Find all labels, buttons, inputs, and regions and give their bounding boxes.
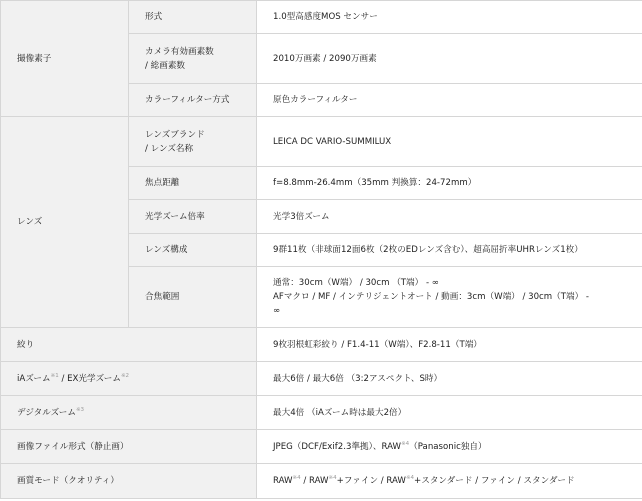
value-text: 光学3倍ズーム <box>273 211 330 222</box>
sub-label-text: 焦点距離 <box>145 178 180 188</box>
sub-label-text: 合焦範囲 <box>145 292 180 302</box>
footnote-marker: ※1 <box>50 372 59 379</box>
value-text: +ファイン / RAW <box>336 476 406 486</box>
footnote-marker: ※4 <box>292 475 301 481</box>
spec-row-quality <box>1 464 642 499</box>
category-label: 撮像素子 <box>17 53 52 64</box>
value-text: 1.0型高感度MOS センサー <box>273 12 378 22</box>
value-ia-zoom <box>257 362 642 396</box>
value-text: 最大4倍 （iAズーム時は最大2倍） <box>273 407 407 418</box>
sub-label-construction <box>129 234 257 267</box>
label-file-format <box>1 430 257 464</box>
value-lens-construction <box>257 234 642 267</box>
value-text: +スタンダード / ファイン / スタンダード <box>414 476 575 486</box>
category-label: レンズ <box>17 217 43 227</box>
footnote-marker: ※4 <box>328 475 337 481</box>
sub-label-text: カメラ有効画素数 <box>145 46 214 57</box>
value-lens-zoom <box>257 200 642 234</box>
value-text: JPEG（DCF/Exif2.3準拠）、RAW <box>273 441 402 452</box>
spec-row-digital-zoom <box>1 396 642 430</box>
spec-row-file-format <box>1 430 642 464</box>
sub-label-text: / 総画素数 <box>145 60 186 71</box>
footnote-marker: ※3 <box>75 406 85 413</box>
value-text: 通常：30cm（W端） / 30cm （T端） - ∞ <box>273 278 439 288</box>
label-text: / EX光学ズーム <box>58 373 121 384</box>
spec-row-aperture <box>1 328 642 362</box>
spec-row-ia-zoom <box>1 362 642 396</box>
category-sensor <box>1 1 129 117</box>
value-file-format <box>257 430 642 464</box>
footnote-marker: ※4 <box>405 475 415 481</box>
value-text: ∞ <box>273 306 281 316</box>
sub-label-text: 光学ズーム倍率 <box>145 211 205 222</box>
value-text: f=8.8mm-26.4mm（35mm 判換算：24-72mm） <box>273 178 477 188</box>
value-text: 原色カラーフィルター <box>273 95 358 105</box>
label-digital-zoom <box>1 396 257 430</box>
value-text: AFマクロ / MF / インテリジェントオート / 動画：3cm（W端） / 30cm（T端） - <box>273 292 590 302</box>
label-ia-zoom <box>1 362 257 396</box>
value-sensor-filter <box>257 84 642 117</box>
sub-label-text: カラーフィルター方式 <box>145 95 230 105</box>
value-text: （Panasonic独自） <box>409 441 487 452</box>
label-text: 絞り <box>17 339 35 350</box>
footnote-marker: ※4 <box>401 440 410 447</box>
value-text: 9枚羽根虹彩絞り / F1.4-11（W端）、F2.8-11（T端） <box>273 339 482 350</box>
value-aperture <box>257 328 642 362</box>
label-quality <box>1 464 257 499</box>
label-text: iAズーム <box>17 373 51 384</box>
label-text: デジタルズーム <box>17 407 76 418</box>
value-digital-zoom <box>257 396 642 430</box>
sub-label-filter <box>129 84 257 117</box>
value-quality <box>257 464 642 499</box>
sub-label-text: レンズブランド <box>145 129 205 140</box>
sub-label-pixels <box>129 34 257 84</box>
sub-label-zoom <box>129 200 257 234</box>
value-sensor-pixels <box>257 34 642 84</box>
value-sensor-type <box>257 1 642 34</box>
value-text: / RAW <box>300 476 329 486</box>
sub-label-type <box>129 1 257 34</box>
value-text: 2010万画素 / 2090万画素 <box>273 53 377 64</box>
sub-label-focus <box>129 267 257 328</box>
value-text: RAW <box>273 476 293 486</box>
sub-label-text: レンズ構成 <box>145 245 188 255</box>
value-text: 9群11枚（非球面12面6枚（2枚のEDレンズ含む）、超高屈折率UHRレンズ1枚） <box>273 245 583 255</box>
spec-row-sensor-type <box>1 1 642 34</box>
spec-row-lens-brand <box>1 117 642 167</box>
label-text: 画像ファイル形式（静止画） <box>17 441 129 452</box>
sub-label-focal <box>129 167 257 200</box>
value-lens-focus <box>257 267 642 328</box>
sub-label-brand <box>129 117 257 167</box>
value-text: 最大6倍 / 最大6倍 （3:2アスペクト、S時） <box>273 373 443 384</box>
sub-label-text: 形式 <box>145 12 163 22</box>
value-lens-brand <box>257 117 642 167</box>
footnote-marker: ※2 <box>120 372 130 379</box>
value-lens-focal <box>257 167 642 200</box>
label-aperture <box>1 328 257 362</box>
value-text: LEICA DC VARIO-SUMMILUX <box>273 136 392 147</box>
label-text: 画質モード（クオリティ） <box>17 476 119 486</box>
sub-label-text: / レンズ名称 <box>145 143 194 154</box>
category-lens <box>1 117 129 328</box>
